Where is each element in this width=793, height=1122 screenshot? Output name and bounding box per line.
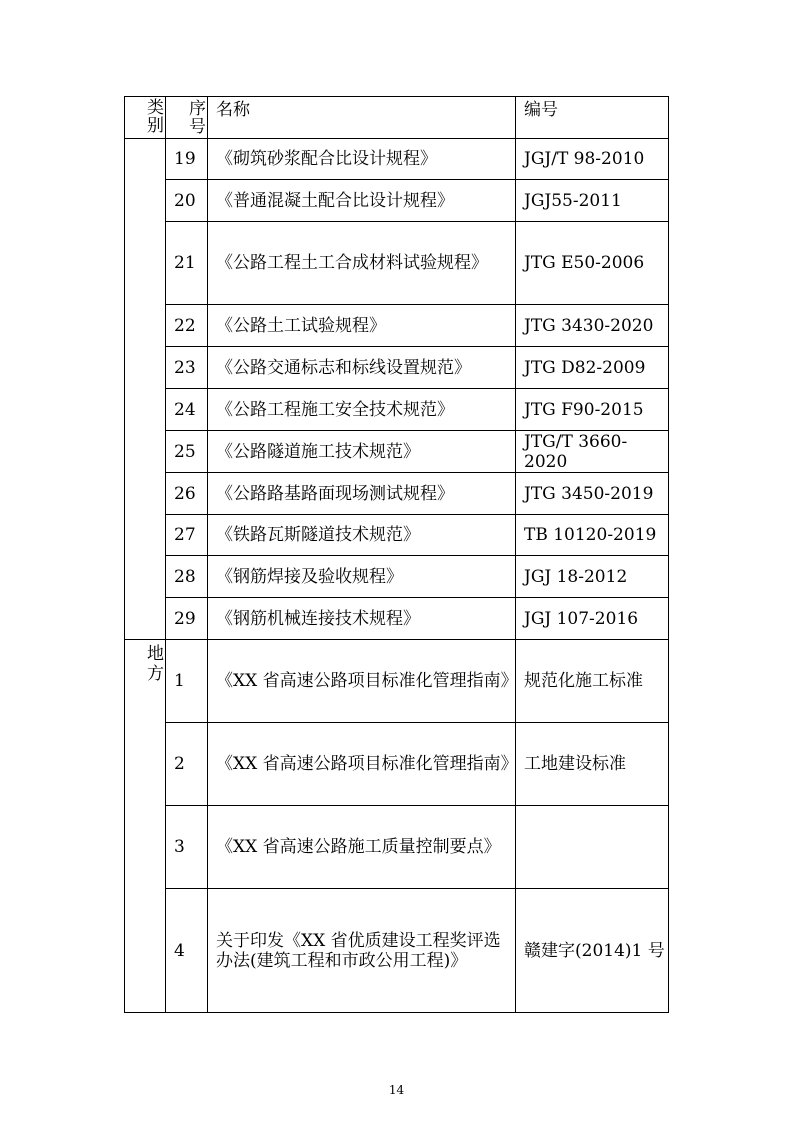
row-number: 26 <box>166 473 208 515</box>
row-code: 工地建设标准 <box>516 723 669 806</box>
row-name: 《钢筋焊接及验收规程》 <box>208 556 516 598</box>
table-row <box>125 431 669 473</box>
table-row <box>125 640 669 723</box>
row-name: 关于印发《XX 省优质建设工程奖评选办法(建筑工程和市政公用工程)》 <box>208 889 516 1013</box>
table-row <box>125 305 669 347</box>
table-row <box>125 473 669 515</box>
row-code: JTG D82-2009 <box>516 347 669 389</box>
row-name: 《砌筑砂浆配合比设计规程》 <box>208 139 516 180</box>
row-number: 21 <box>166 222 208 305</box>
row-number: 25 <box>166 431 208 473</box>
table-row <box>125 347 669 389</box>
row-code: JGJ55-2011 <box>516 180 669 222</box>
row-number: 24 <box>166 389 208 431</box>
row-name: 《公路土工试验规程》 <box>208 305 516 347</box>
row-number: 22 <box>166 305 208 347</box>
row-code: JTG F90-2015 <box>516 389 669 431</box>
page-number: 14 <box>388 1083 405 1097</box>
row-name: 《XX 省高速公路施工质量控制要点》 <box>208 806 516 889</box>
row-name: 《公路工程施工安全技术规范》 <box>208 389 516 431</box>
row-name: 《铁路瓦斯隧道技术规范》 <box>208 515 516 556</box>
standards-table <box>124 96 669 1013</box>
row-number: 4 <box>166 889 208 1013</box>
row-code: JGJ 18-2012 <box>516 556 669 598</box>
row-code: JTG/T 3660-2020 <box>516 431 669 473</box>
row-code: TB 10120-2019 <box>516 515 669 556</box>
row-code: JGJ 107-2016 <box>516 598 669 640</box>
row-code <box>516 806 669 889</box>
table-row <box>125 180 669 222</box>
row-name: 《公路交通标志和标线设置规范》 <box>208 347 516 389</box>
row-name: 《普通混凝土配合比设计规程》 <box>208 180 516 222</box>
row-code: JTG E50-2006 <box>516 222 669 305</box>
table-row <box>125 806 669 889</box>
row-name: 《钢筋机械连接技术规程》 <box>208 598 516 640</box>
row-name: 《公路工程土工合成材料试验规程》 <box>208 222 516 305</box>
table-row <box>125 889 669 1013</box>
table-row <box>125 598 669 640</box>
row-name: 《XX 省高速公路项目标准化管理指南》 <box>208 640 516 723</box>
row-number: 19 <box>166 139 208 180</box>
row-number: 28 <box>166 556 208 598</box>
header-row <box>125 97 669 139</box>
table-row <box>125 222 669 305</box>
table-row <box>125 139 669 180</box>
row-number: 1 <box>166 640 208 723</box>
row-code: JTG 3430-2020 <box>516 305 669 347</box>
category-national-cell <box>125 139 166 640</box>
header-number-label: 序号 <box>189 98 206 137</box>
table-row <box>125 389 669 431</box>
table-row <box>125 515 669 556</box>
row-name: 《公路隧道施工技术规范》 <box>208 431 516 473</box>
row-number: 29 <box>166 598 208 640</box>
header-category <box>125 97 166 139</box>
header-code: 编号 <box>516 97 669 139</box>
row-name: 《公路路基路面现场测试规程》 <box>208 473 516 515</box>
table-row <box>125 556 669 598</box>
header-name: 名称 <box>208 97 516 139</box>
table-row <box>125 723 669 806</box>
row-number: 23 <box>166 347 208 389</box>
row-number: 3 <box>166 806 208 889</box>
row-code: 规范化施工标准 <box>516 640 669 723</box>
row-code: JGJ/T 98-2010 <box>516 139 669 180</box>
header-category-label: 类别 <box>147 98 164 136</box>
row-number: 20 <box>166 180 208 222</box>
row-code: 赣建字(2014)1 号 <box>516 889 669 1013</box>
category-local-cell <box>125 640 166 1013</box>
row-number: 27 <box>166 515 208 556</box>
row-name: 《XX 省高速公路项目标准化管理指南》 <box>208 723 516 806</box>
category-local-label: 地方 <box>147 644 164 684</box>
header-number <box>166 97 208 139</box>
row-code: JTG 3450-2019 <box>516 473 669 515</box>
row-number: 2 <box>166 723 208 806</box>
